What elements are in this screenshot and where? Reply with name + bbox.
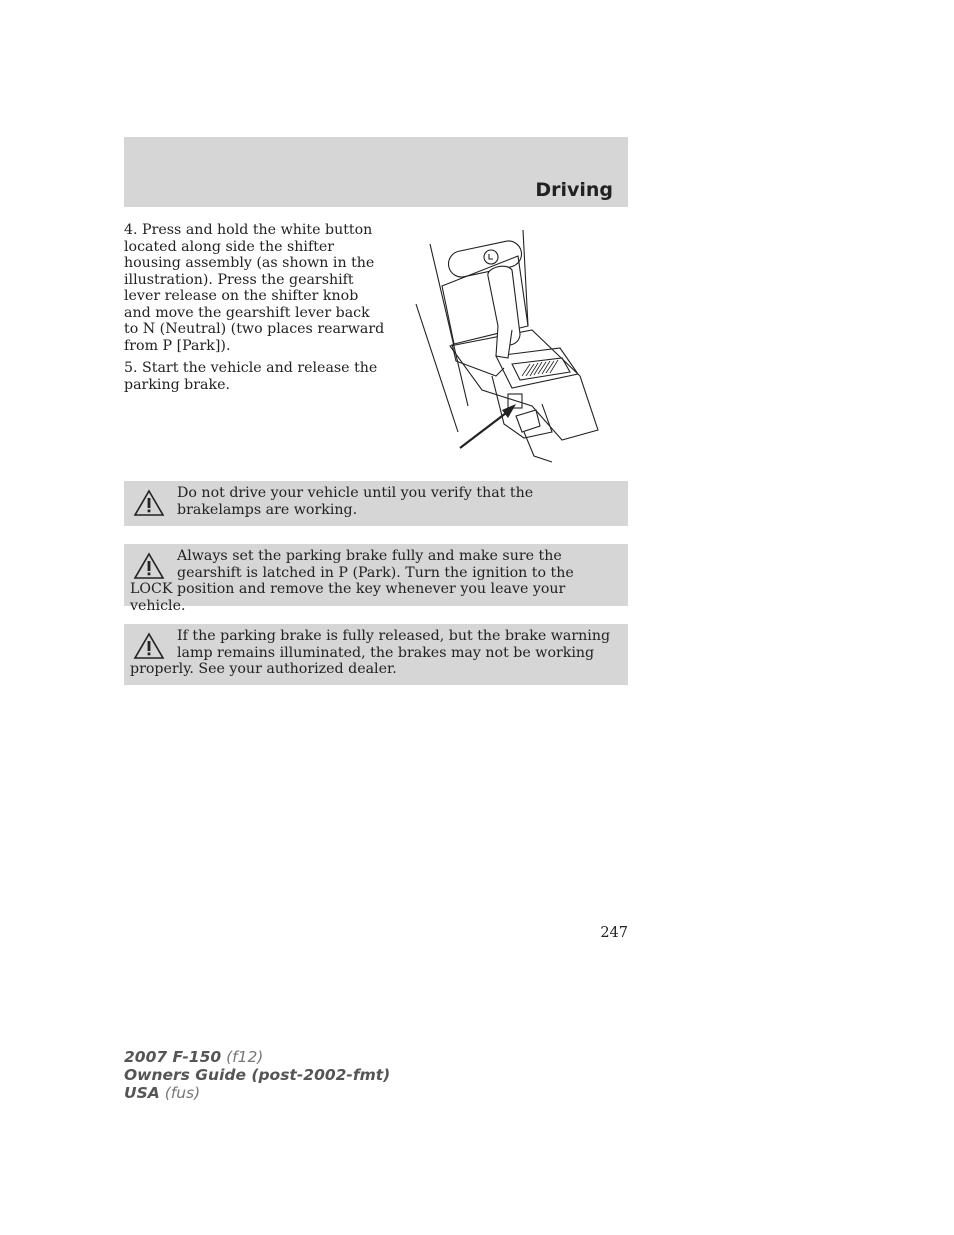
warning-box-2 <box>124 544 628 614</box>
footer-market-code: (fus) <box>164 1084 201 1102</box>
shifter-illustration <box>412 226 618 464</box>
warning-text-1: Do not drive your vehicle until you verify that the brakelamps are working. <box>177 485 534 518</box>
step-5: 5. Start the vehicle and release the parking brake. <box>124 360 378 393</box>
page-number: 247 <box>600 925 628 941</box>
section-header <box>124 137 628 207</box>
footer-line-1 <box>124 1048 390 1066</box>
warning-box-1 <box>124 481 628 526</box>
warning-icon <box>133 552 165 580</box>
warning-text-3: If the parking brake is fully released, but the brake warning lamp remains illuminated, the brakes may not be working properly. See your authorized dealer. <box>130 628 611 677</box>
footer-line-2 <box>124 1066 390 1084</box>
warning-icon <box>133 489 165 517</box>
footer-model-code: (f12) <box>226 1048 264 1066</box>
warning-text-2: Always set the parking brake fully and make sure the gearshift is latched in P (Park). Turn the ignition to the LOCK position and remove the key whenever you leave your vehicle. <box>130 548 574 614</box>
footer-guide: Owners Guide (post-2002-fmt) <box>124 1066 391 1084</box>
warning-box-3 <box>124 624 628 685</box>
footer-model: 2007 F-150 <box>124 1048 222 1066</box>
warning-icon <box>133 632 165 660</box>
step-4: 4. Press and hold the white button located along side the shifter housing assembly (as shown in the illustration). Press the gearshift lever release on the shifter knob and move the gearshift lever back to N (Neutral) (two places rearward from P [Park]). <box>124 222 385 354</box>
footer-line-3 <box>124 1084 390 1102</box>
instructions <box>124 222 386 399</box>
section-title: Driving <box>535 179 613 201</box>
footer-market: USA <box>124 1084 160 1102</box>
footer <box>124 1048 390 1102</box>
